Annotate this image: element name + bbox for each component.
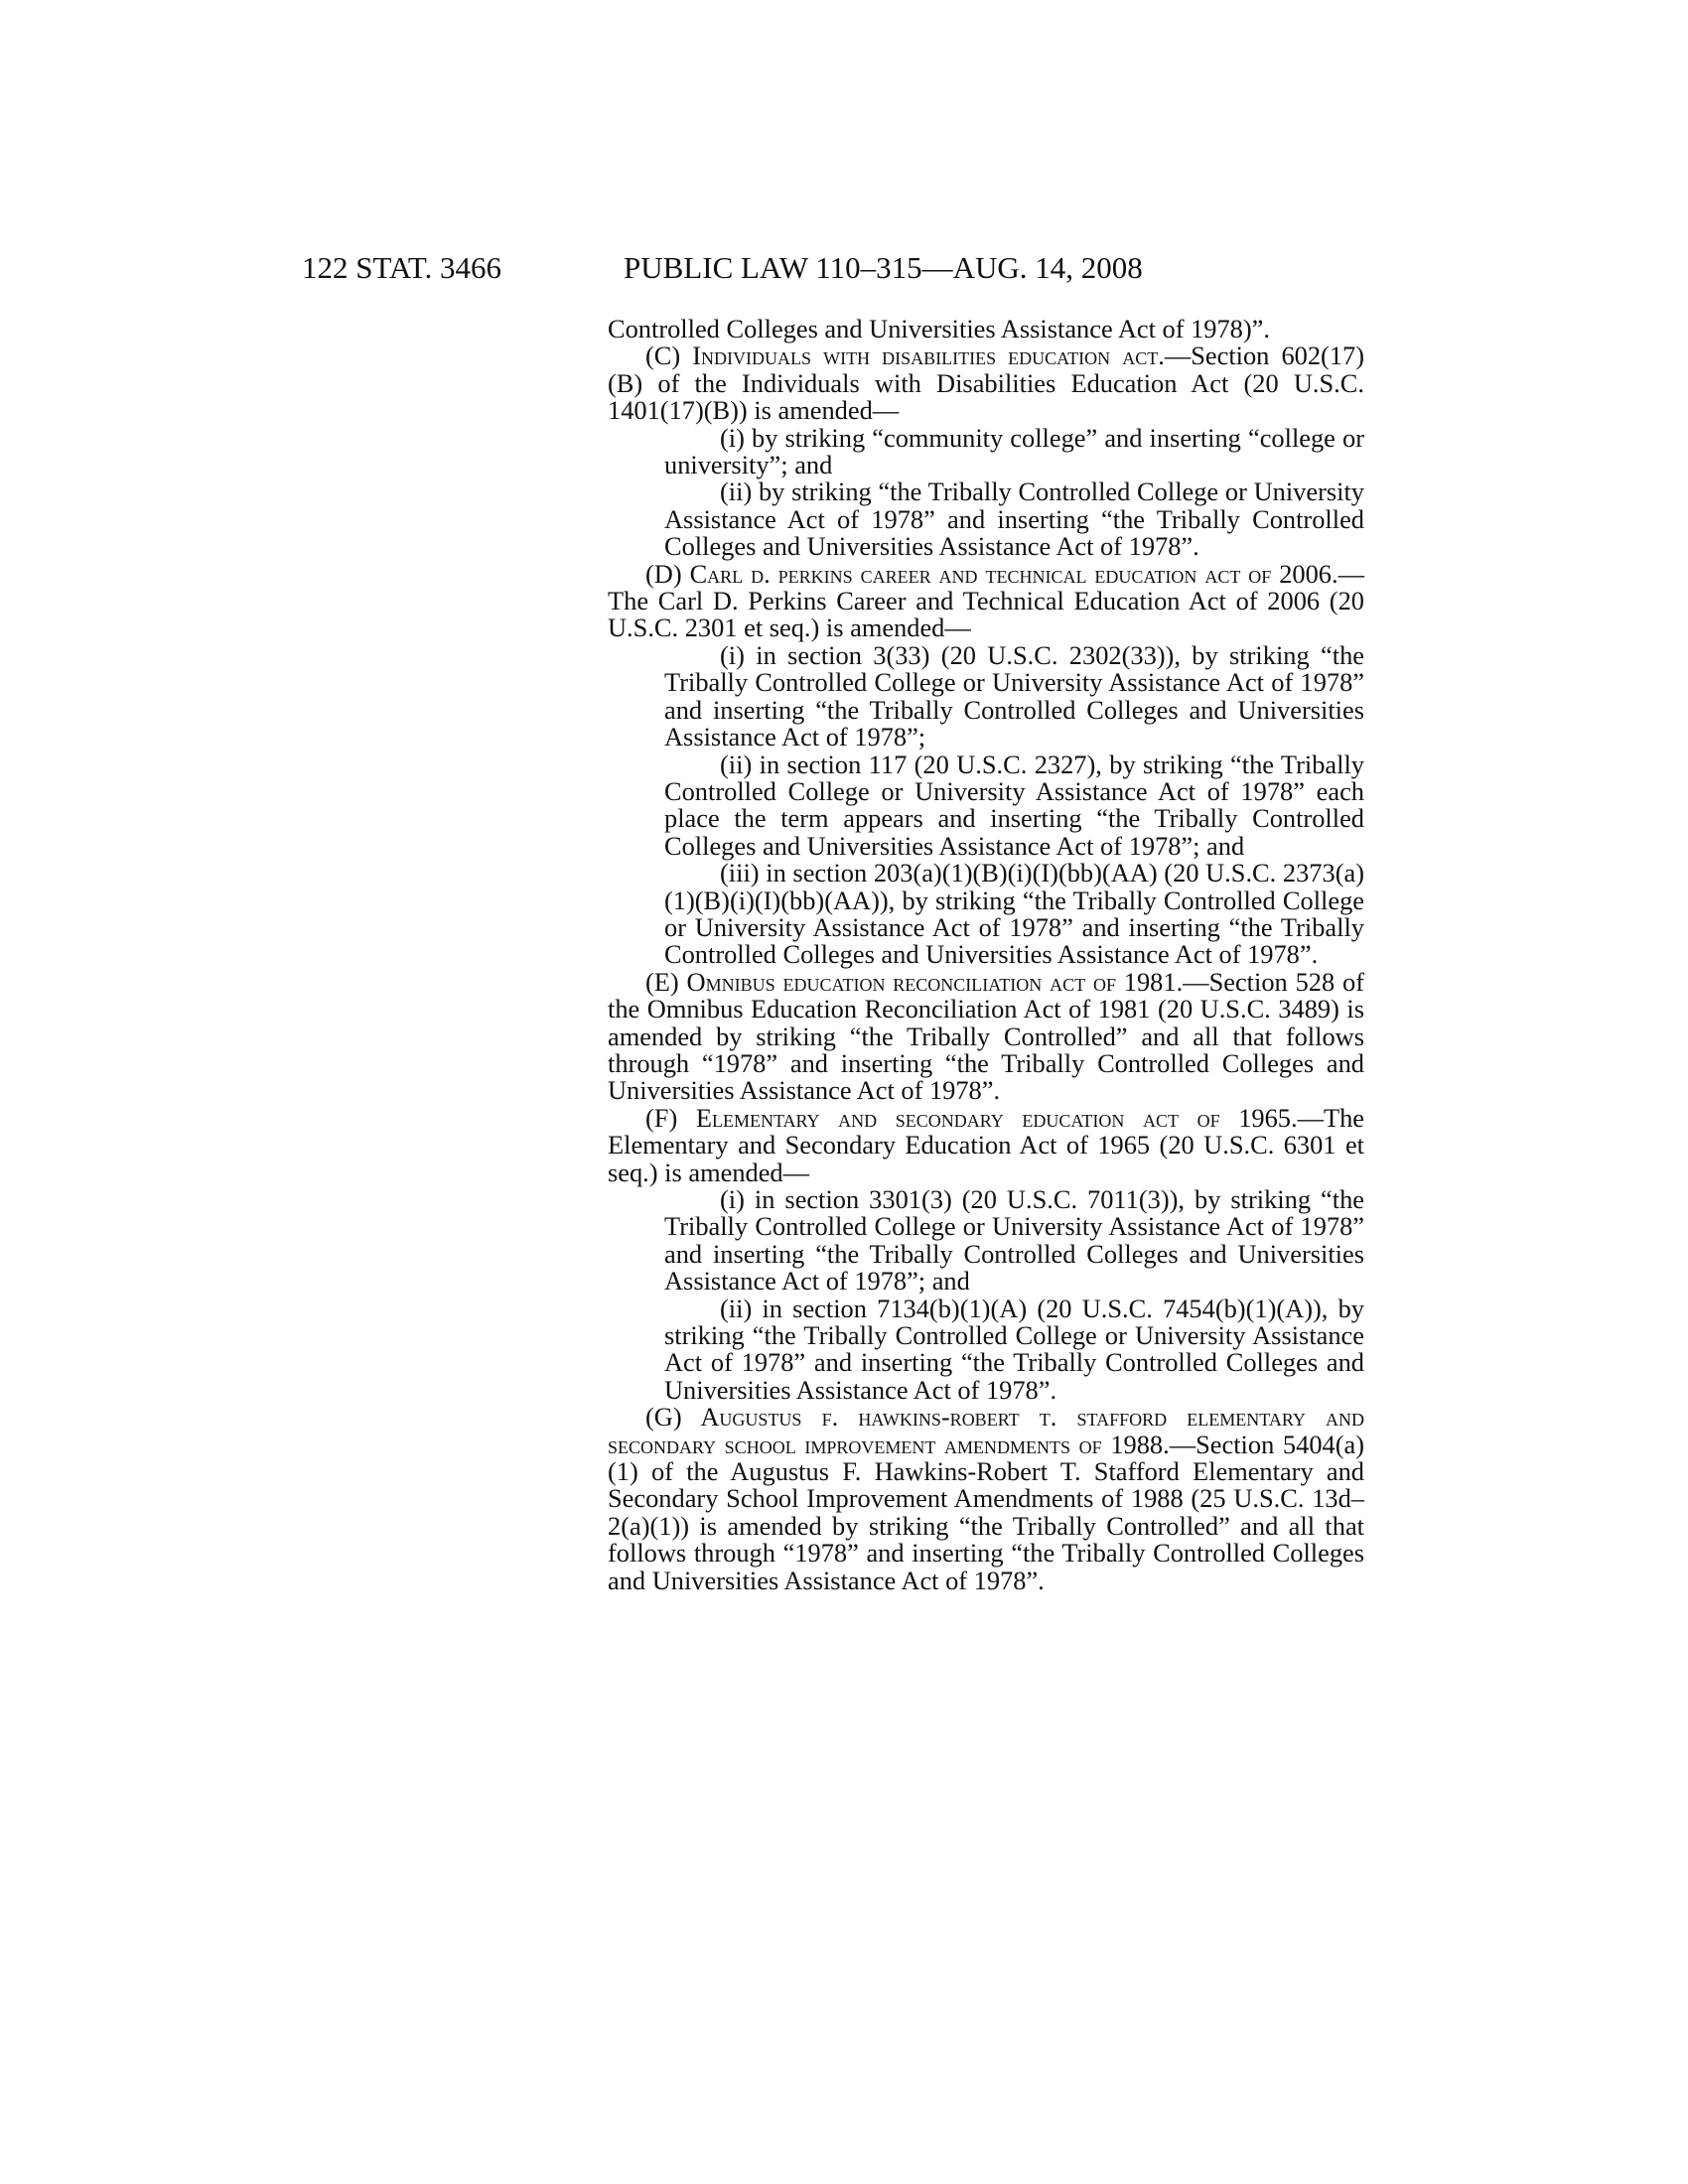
paragraph-f-heading: (F) Elementary and secondary education act of 1965.— <box>645 1102 1324 1133</box>
clause-d-i: (i) in section 3(33) (20 U.S.C. 2302(33)), by striking “the Tribally Controlled College or University Assistance Act of 1978” and inserting “the Tribally Controlled Colleges and Universities Assistance Act of 1978”; <box>664 639 1364 752</box>
paragraph-g-heading: (G) Augustus f. hawkins-robert t. stafford elementary and secondary school improvement amendments of 1988.— <box>608 1402 1364 1459</box>
paragraph-d <box>608 558 1364 643</box>
paragraph-g <box>608 1404 1364 1594</box>
clause-f-ii: (ii) in section 7134(b)(1)(A) (20 U.S.C. 7454(b)(1)(A)), by striking “the Tribally Controlled College or University Assistance Act of 1978” and inserting “the Tribally Controlled Colleges and Universities Assistance Act of 1978”. <box>664 1293 1364 1405</box>
clause-c-ii: (ii) by striking “the Tribally Controlled College or University Assistance Act of 1978” and inserting “the Tribally Controlled Colleges and Universities Assistance Act of 1978”. <box>664 477 1364 562</box>
paragraph-e-heading: (E) Omnibus education reconciliation act of 1981.— <box>645 966 1209 997</box>
paragraph-e <box>608 966 1364 1106</box>
paragraph-continuation: Controlled Colleges and Universities Assistance Act of 1978)”. <box>608 314 1270 343</box>
clause-c-i: (i) by striking “community college” and inserting “college or university”; and <box>664 422 1364 480</box>
paragraph-c-text: Section 602(17)(B) of the Individuals with Disabilities Education Act (20 U.S.C. 1401(17)(B)) is amended— <box>608 341 1364 426</box>
page-running-title: PUBLIC LAW 110–315—AUG. 14, 2008 <box>624 250 1143 285</box>
paragraph-f-text: The Elementary and Secondary Education Act of 1965 (20 U.S.C. 6301 et seq.) is amended— <box>608 1102 1364 1187</box>
page-stat-citation: 122 STAT. 3466 <box>302 250 502 285</box>
clause-d-iii: (iii) in section 203(a)(1)(B)(i)(I)(bb)(AA) (20 U.S.C. 2373(a)(1)(B)(i)(I)(bb)(AA)), by striking “the Tribally Controlled College or University Assistance Act of 1978” and inserting “the Tribally Controlled Colleges and Universities Assistance Act of 1978”. <box>664 858 1364 970</box>
paragraph-d-text: The Carl D. Perkins Career and Technical Education Act of 2006 (20 U.S.C. 2301 et seq.) is amended— <box>608 586 1364 643</box>
clause-d-ii: (ii) in section 117 (20 U.S.C. 2327), by striking “the Tribally Controlled College or University Assistance Act of 1978” each place the term appears and inserting “the Tribally Controlled Colleges and Universities Assistance Act of 1978”; and <box>664 749 1364 861</box>
paragraph-d-heading: (D) Carl d. perkins career and technical education act of 2006.— <box>645 558 1364 589</box>
paragraph-e-text: Section 528 of the Omnibus Education Reconciliation Act of 1981 (20 U.S.C. 3489) is amended by striking “the Tribally Controlled” and all that follows through “1978” and inserting “the Tribally Controlled Colleges and Universities Assistance Act of 1978”. <box>608 966 1364 1106</box>
clause-f-i: (i) in section 3301(3) (20 U.S.C. 7011(3)), by striking “the Tribally Controlled College or University Assistance Act of 1978” and inserting “the Tribally Controlled Colleges and Universities Assistance Act of 1978”; and <box>664 1184 1364 1297</box>
paragraph-f <box>608 1102 1364 1187</box>
paragraph-c-heading: (C) Individuals with disabilities education act.— <box>645 341 1192 371</box>
paragraph-c <box>608 342 1364 424</box>
paragraph-g-text: Section 5404(a)(1) of the Augustus F. Hawkins-Robert T. Stafford Elementary and Secondary School Improvement Amendments of 1988 (25 U.S.C. 13d–2(a)(1)) is amended by striking “the Tribally Controlled” and all that follows through “1978” and inserting “the Tribally Controlled Colleges and Universities Assistance Act of 1978”. <box>608 1429 1364 1595</box>
document-body <box>608 316 1364 1594</box>
